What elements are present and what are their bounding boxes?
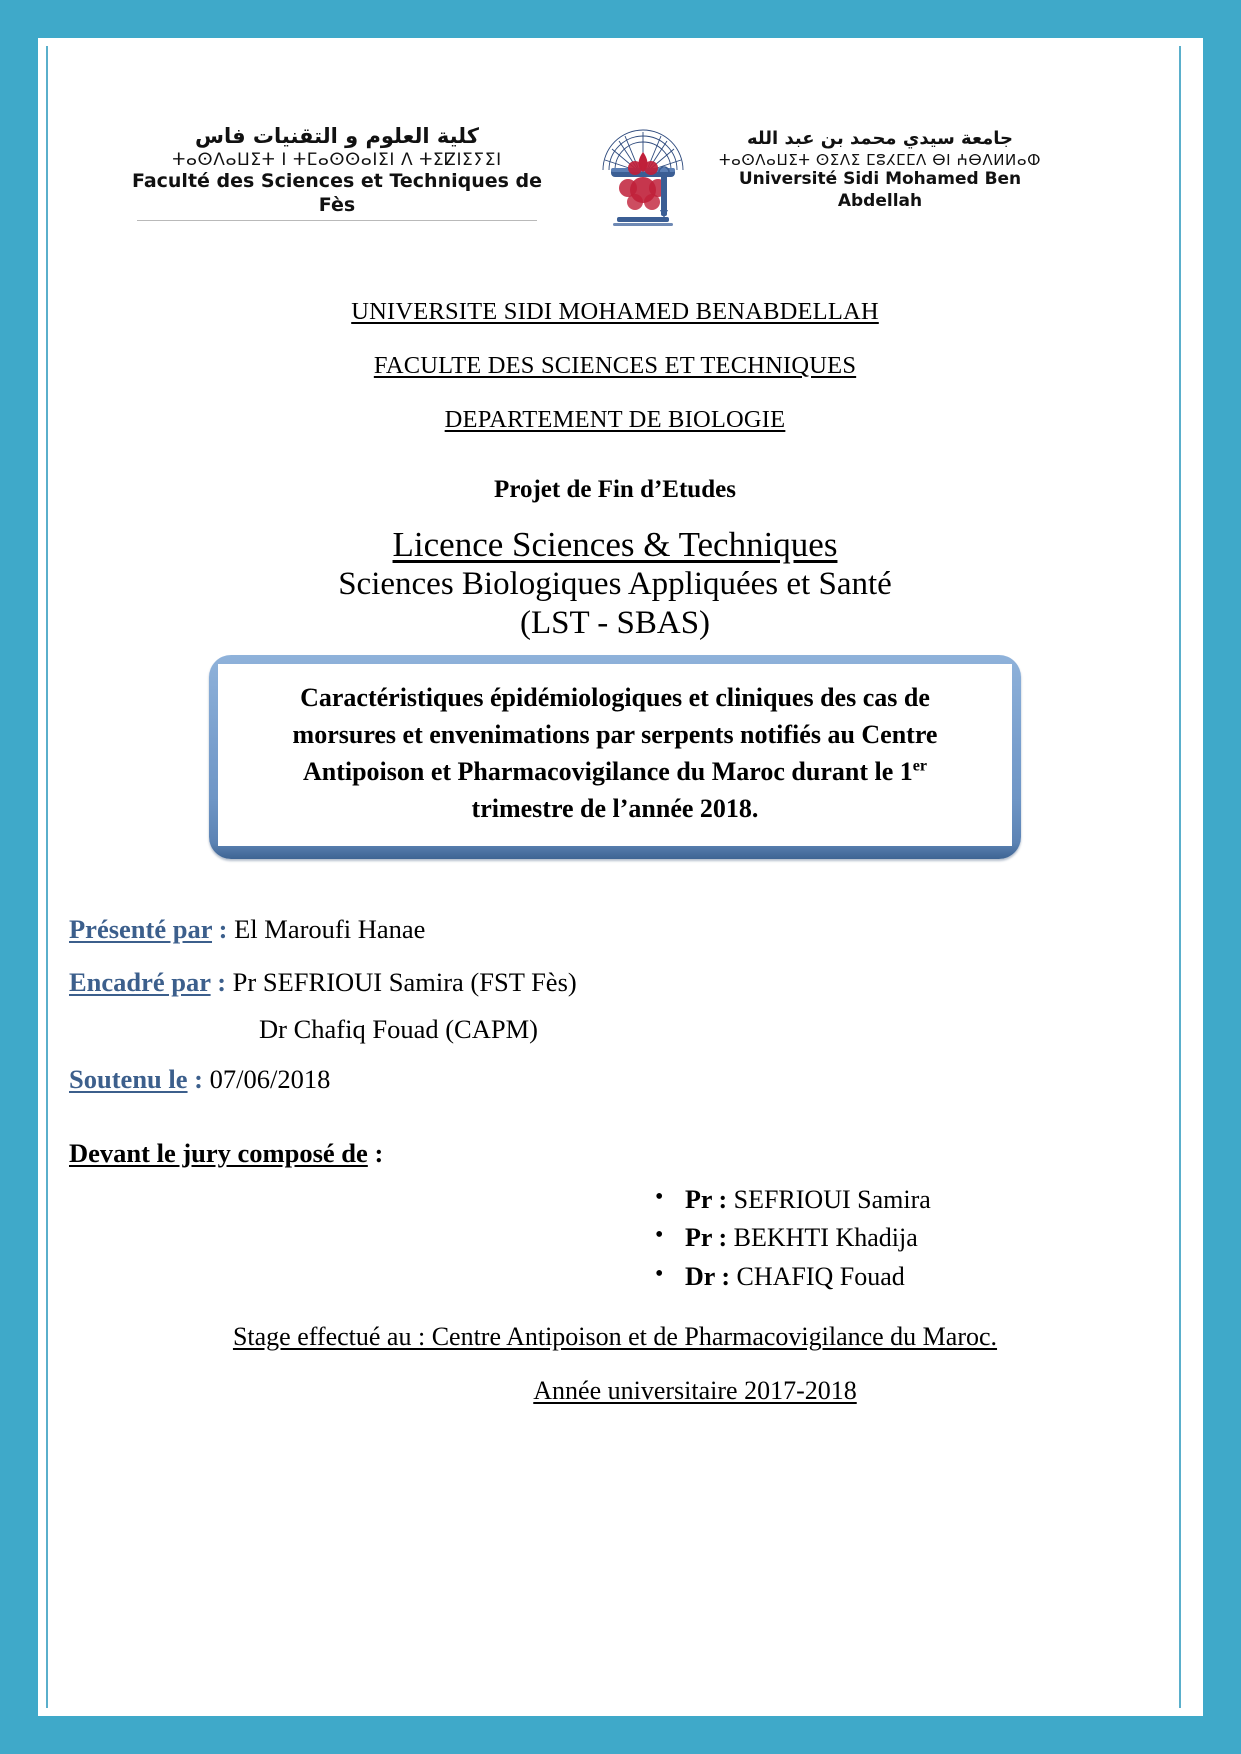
degree-block: [55, 524, 1175, 643]
institution-line-faculty: FACULTE DES SCIENCES ET TECHNIQUES: [373, 352, 857, 379]
thesis-title-box-wrapper: [209, 655, 1021, 859]
degree-line-3: (LST - SBAS): [519, 605, 711, 642]
page-border-bottom: [0, 1716, 1241, 1754]
defended-on-line: [69, 1063, 1175, 1096]
page-border-left: [0, 0, 38, 1754]
presented-by-value: El Maroufi Hanae: [234, 913, 426, 944]
thesis-title: [218, 664, 1012, 846]
institution-line-university: UNIVERSITE SIDI MOHAMED BENABDELLAH: [351, 298, 879, 325]
faculty-logo-tifinagh: ⵜⴰⵙⴷⴰⵡⵉⵜ ⵏ ⵜⵎⴰⵙⵙⴰⵏⵉⵏ ⴷ ⵜⵉⵇⵏⵉⵢⵉⵏ: [172, 149, 502, 170]
credits-block: [55, 913, 1175, 1096]
thesis-title-line-1: Caractéristiques épidémiologiques et cliniques des cas de: [300, 683, 930, 713]
list-item: [655, 1258, 1175, 1296]
internship-line: [55, 1322, 1175, 1352]
thesis-title-line-2: morsures et envenimations par serpents notifiés au Centre: [292, 720, 938, 750]
presented-by-line: [69, 913, 1175, 946]
list-item: [655, 1181, 1175, 1219]
jury-member-name: BEKHTI Khadija: [727, 1223, 918, 1253]
supervised-by-separator: :: [210, 967, 233, 998]
thesis-title-line-4: trimestre de l’année 2018.: [471, 793, 759, 823]
jury-heading: [55, 1138, 1175, 1169]
presented-by-label: Présenté par: [69, 913, 213, 944]
page-border-top: [0, 0, 1241, 38]
faculty-logo: [122, 124, 552, 221]
page-inner-rule-left: [46, 46, 48, 1708]
defended-on-value: 07/06/2018: [209, 1063, 331, 1094]
degree-line-1: Licence Sciences & Techniques: [392, 525, 838, 564]
faculty-logo-divider: [137, 220, 537, 221]
thesis-title-box-frame: [209, 655, 1021, 859]
jury-member-title: Dr :: [685, 1261, 731, 1291]
supervised-by-value: Pr SEFRIOUI Samira (FST Fès): [232, 967, 577, 998]
supervised-by-label: Encadré par: [69, 967, 211, 998]
supervised-by-line: [69, 966, 1175, 999]
jury-members-list: [55, 1181, 1175, 1296]
internship-text: Stage effectué au : Centre Antipoison et de Pharmacovigilance du Maroc.: [232, 1322, 998, 1352]
thesis-title-line-3: Antipoison et Pharmacovigilance du Maroc durant le 1: [302, 756, 913, 786]
institution-headings: [55, 298, 1175, 434]
degree-line-2: Sciences Biologiques Appliquées et Santé: [338, 566, 892, 603]
project-type-label: Projet de Fin d’Etudes: [494, 476, 736, 503]
defended-on-label: Soutenu le: [69, 1063, 188, 1094]
university-logo-arabic: جامعة سيدي محمد بن عبد الله: [746, 128, 1013, 149]
academic-year-line: [55, 1376, 1175, 1406]
university-logo-tifinagh: ⵜⴰⵙⴷⴰⵡⵉⵜ ⵙⵉⴷⵉ ⵎⵓⵃⵎⵎⴷ ⴱⵏ ⵄⴱⴷⵍⵍⴰⵀ: [718, 150, 1042, 169]
logo-header: [55, 118, 1175, 258]
page-inner-rule-right: [1179, 46, 1181, 1708]
academic-year-text: Année universitaire 2017-2018: [533, 1376, 857, 1406]
university-logo: [705, 128, 1055, 212]
jury-member-name: SEFRIOUI Samira: [727, 1184, 931, 1214]
jury-member-title: Pr :: [685, 1223, 728, 1253]
thesis-title-ordinal-suffix: er: [912, 757, 928, 775]
page-content: [55, 50, 1175, 1700]
page-border-right: [1203, 0, 1241, 1754]
presented-by-separator: :: [212, 913, 235, 944]
institution-line-department: DEPARTEMENT DE BIOLOGIE: [444, 406, 786, 433]
university-emblem-icon: [595, 118, 691, 230]
jury-heading-suffix: :: [367, 1137, 384, 1168]
jury-member-name: CHAFIQ Fouad: [730, 1261, 905, 1291]
list-item: [655, 1219, 1175, 1257]
jury-member-title: Pr :: [685, 1184, 728, 1214]
university-logo-french: Université Sidi Mohamed Ben Abdellah: [738, 169, 1022, 211]
faculty-logo-french: Faculté des Sciences et Techniques de Fès: [131, 170, 543, 216]
supervised-by-second-value: Dr Chafiq Fouad (CAPM): [259, 1013, 538, 1044]
faculty-logo-arabic: كلية العلوم و التقنيات فاس: [195, 124, 479, 148]
jury-heading-text: Devant le jury composé de: [69, 1137, 368, 1168]
defended-on-separator: :: [187, 1063, 210, 1094]
